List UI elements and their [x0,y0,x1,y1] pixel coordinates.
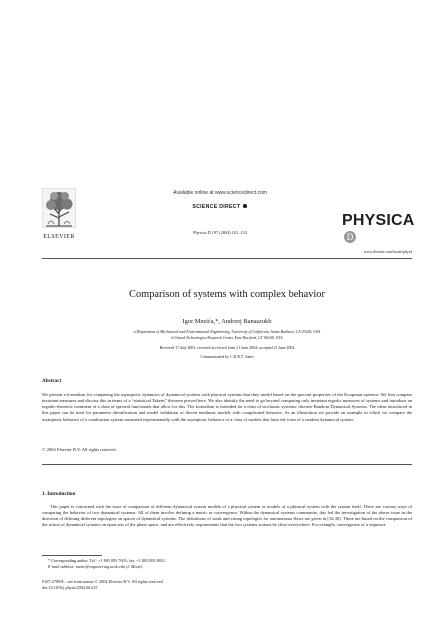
footnote-email: E-mail address: mezic@engineering.ucsb.edu (I. Mezić). [48,564,144,569]
abstract-heading: Abstract [42,378,62,384]
doi-line[interactable]: doi:10.1016/j.physd.2004.06.015 [42,585,98,590]
authors: Igor Mezića,*, Andrzej Banaszukb [182,318,272,325]
affiliation-a: a Department of Mechanical and Environmental Engineering, University of California, Santa Barbara, CA 93106, USA [133,330,321,334]
sciencedirect-logo-text: SCIENCE DIRECT [192,204,241,210]
abstract-copyright: © 2004 Elsevier B.V. All rights reserved. [42,447,117,452]
abstract-text: We present a formalism for comparing the asymptotic dynamics of dynamical systems with physical systems that they model based on the spectral properties of the Koopman operator. We first compare invariant measures and discuss this in terms of a “statistical Takens” theorem proved here. We also identify the need to go beyond comparing only invariant ergodic measures of systems and introduce an ergodic-theoretic treatment of a class of spectral functionals that allow for this. The formalism is extended for a class of stochastic systems: discrete Random Dynamical Systems. The ideas introduced in this paper can be used for parameter identification and model validation of driven nonlinear models with complicated behavior. As an illustration we provide an example in which we compare the asymptotic behavior of a combustion system measured experimentally with the asymptotic behavior of a class of models that have the form of a random dynamical system. [42,392,412,422]
citation: Physica D 197 (2004) 101–133 [193,230,247,235]
intro-heading: 1. Introduction [42,491,76,497]
header-rule [42,258,412,259]
issn-line: 0167-2789/$ – see front matter © 2004 Elsevier B.V. All rights reserved. [42,579,164,584]
elsevier-tree-icon [42,188,76,228]
publisher-name: ELSEVIER [43,234,75,240]
journal-url[interactable]: www.elsevier.com/locate/physd [363,250,412,254]
available-online: Available online at www.sciencedirect.com [173,190,267,196]
journal-logo [342,212,415,248]
sciencedirect-logo [130,204,310,210]
elsevier-logo [42,188,76,240]
sciencedirect-dot-icon [243,204,247,208]
affiliation-b: b United Technologies Research Center, East Hartford, CT 06108, USA [171,336,283,340]
journal-logo-text: PHYSICA [342,212,415,229]
footnote-rule [42,555,102,556]
footnote-corresponding: * Corresponding author. Tel.: +1 805 893 7603; fax: +1 805 893 8651. [48,558,166,563]
paper-title: Comparison of systems with complex behavior [129,289,325,300]
communicated-by: Communicated by C.K.R.T. Jones [200,355,254,359]
abstract-rule [42,464,412,465]
intro-text: This paper is concerned with the issue of comparison of different dynamical system models of a physical system or models of a physical system with the system itself. There are various ways of comparing the behavior of two dynamical systems. All of them involve defining a metric or convergence. Within the dynamical systems community, this led the investigation of the above issue in the direction of defining different topologies on spaces of dynamical systems. The definitions of weak and strong topologies for autonomous flows are given in [16,30]. These are based on the comparison of the action of dynamical systems on open sets of the phase space, and are effectively requirements that the two systems actions be close everywhere. For example, convergence of a sequence [42,504,412,528]
received-dates: Received 17 July 2003; received in revised form 21 June 2004; accepted 21 June 2004 [159,346,295,350]
journal-logo-badge: D [344,231,356,243]
